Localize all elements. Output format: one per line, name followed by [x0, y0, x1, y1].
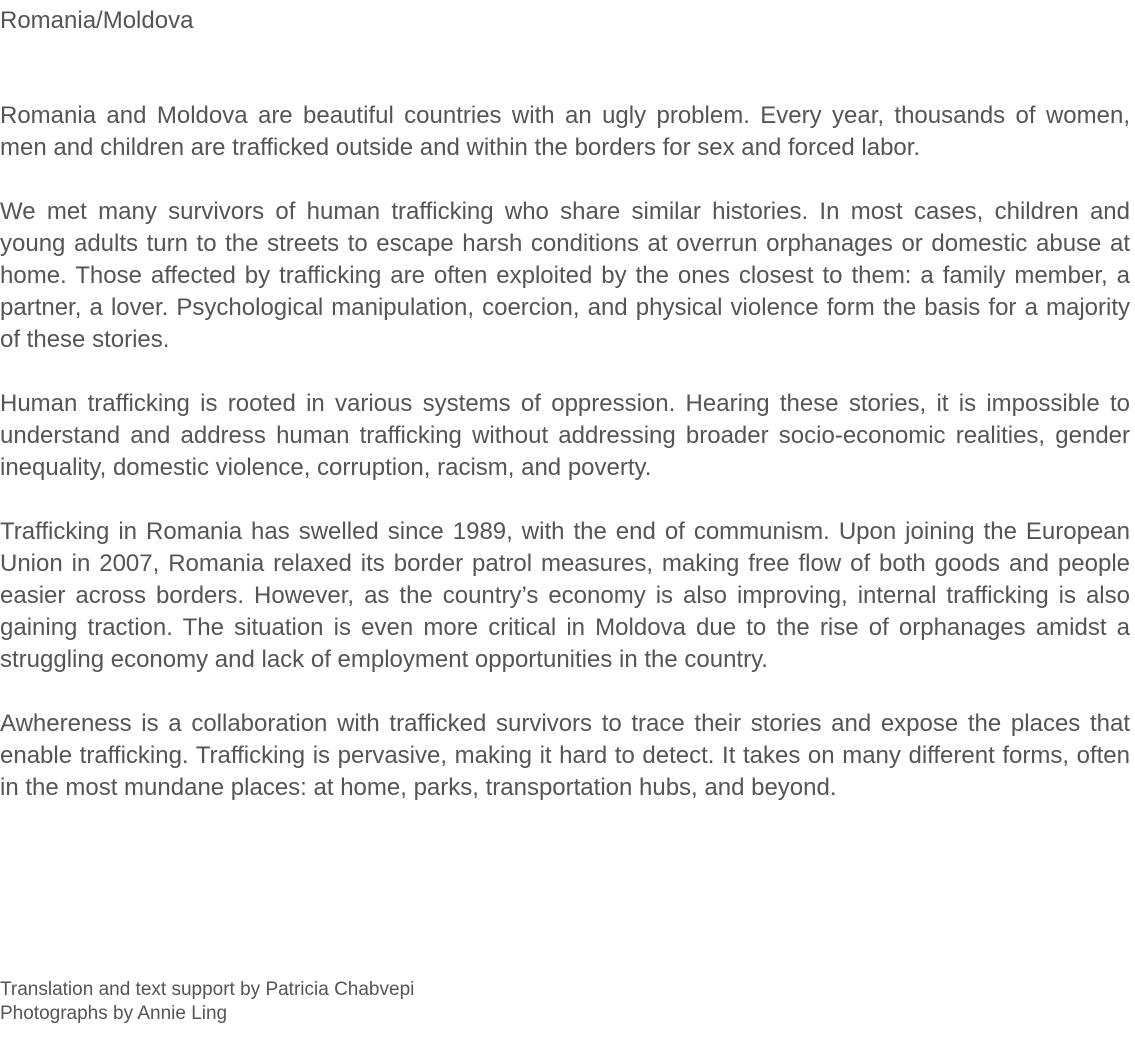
article-paragraph-history: Trafficking in Romania has swelled since 1989, with the end of communism. Upon joining the European Union in 2007, Romania relaxed its border patrol measures, making free flow of both goods and people easier across borders. However, as the country’s economy is also improving, internal trafficking is also gaining traction. The situation is even more critical in Moldova due to the rise of orphanages amidst a struggling economy and lack of employment opportunities in the country. — [0, 518, 1130, 673]
article-paragraph-awhereness: Awhereness is a collaboration with trafficked survivors to trace their stories and expose the places that enable trafficking. Trafficking is pervasive, making it hard to detect. It takes on many different forms, often in the most mundane places: at home, parks, transportation hubs, and beyond. — [0, 710, 1130, 801]
article-paragraph-intro: Romania and Moldova are beautiful countries with an ugly problem. Every year, thousands of women, men and children are trafficked outside and within the borders for sex and forced labor. — [0, 102, 1130, 161]
article-paragraph-survivors: We met many survivors of human trafficking who share similar histories. In most cases, children and young adults turn to the streets to escape harsh conditions at overrun orphanages or domestic abuse at home. Those affected by trafficking are often exploited by the ones closest to them: a family member, a partner, a lover. Psychological manipulation, coercion, and physical violence form the basis for a majority of these stories. — [0, 198, 1130, 353]
credits — [0, 978, 414, 1026]
credit-translation: Translation and text support by Patricia Chabvepi — [0, 979, 415, 1000]
article-paragraph-oppression: Human trafficking is rooted in various systems of oppression. Hearing these stories, it is impossible to understand and address human trafficking without addressing broader socio-economic realities, gender inequality, domestic violence, corruption, racism, and poverty. — [0, 390, 1130, 481]
credit-photographs: Photographs by Annie Ling — [0, 1003, 228, 1024]
article-body — [0, 100, 1130, 836]
page-title: Romania/Moldova — [0, 7, 194, 34]
